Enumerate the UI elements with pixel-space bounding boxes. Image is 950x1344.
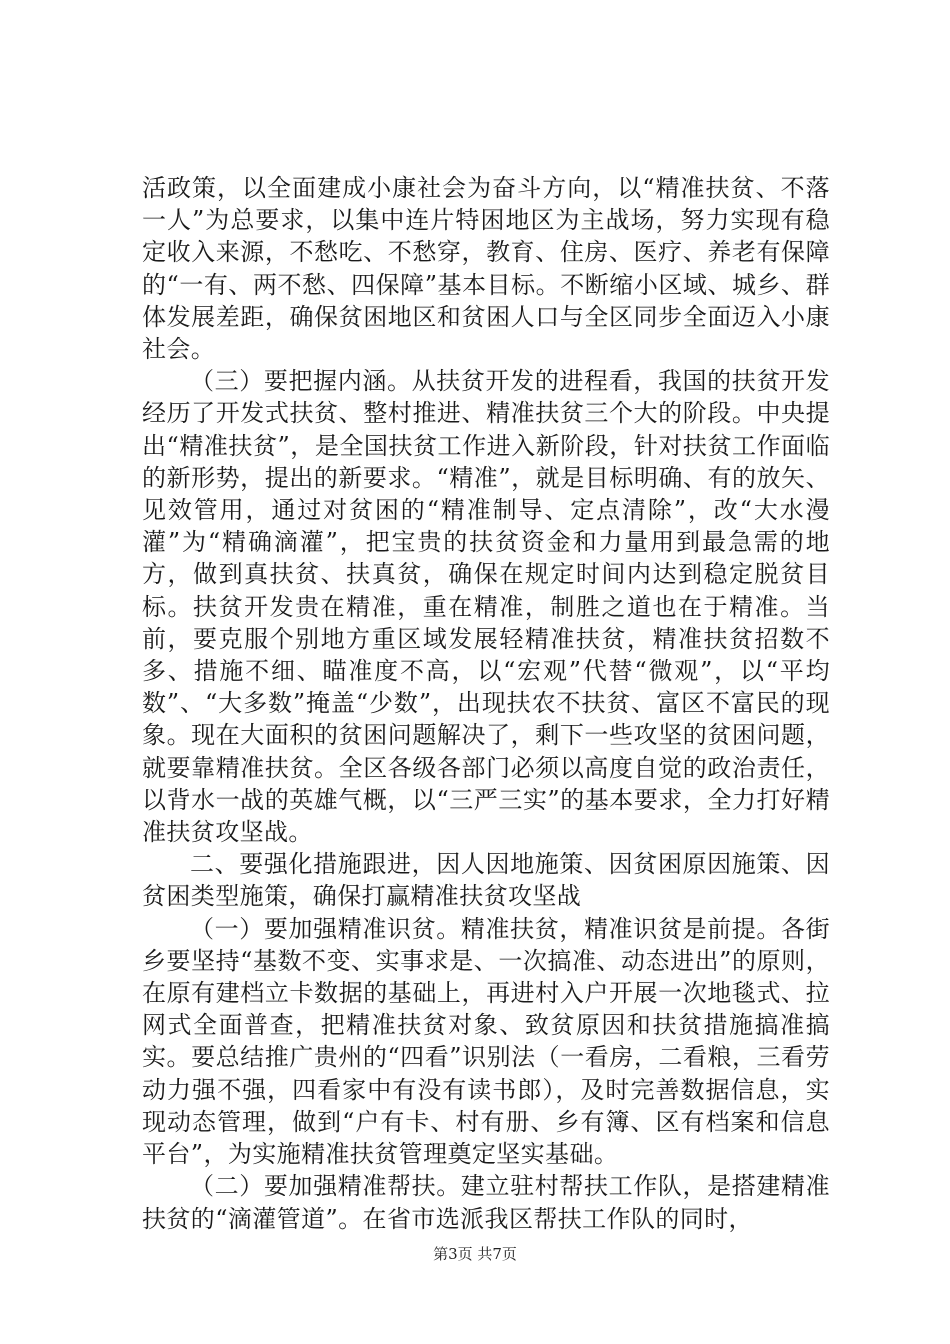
section-heading-two: 二、要强化措施跟进，因人因地施策、因贫困原因施策、因贫困类型施策，确保打赢精准扶贫攻坚战 <box>142 850 830 911</box>
paragraph-subsection-two: （二）要加强精准帮扶。建立驻村帮扶工作队，是搭建精准扶贫的“滴灌管道”。在省市选派我区帮扶工作队的同时， <box>142 1172 830 1233</box>
document-body <box>142 172 830 1235</box>
paragraph-section-three: （三）要把握内涵。从扶贫开发的进程看，我国的扶贫开发经历了开发式扶贫、整村推进、精准扶贫三个大的阶段。中央提出“精准扶贫”，是全国扶贫工作进入新阶段，针对扶贫工作面临的新形势，提出的新要求。“精准”，就是目标明确、有的放矢、见效管用，通过对贫困的“精准制导、定点清除”，改“大水漫灌”为“精确滴灌”，把宝贵的扶贫资金和力量用到最急需的地方，做到真扶贫、扶真贫，确保在规定时间内达到稳定脱贫目标。扶贫开发贵在精准，重在精准，制胜之道也在于精准。当前，要克服个别地方重区域发展轻精准扶贫，精准扶贫招数不多、措施不细、瞄准度不高，以“宏观”代替“微观”，以“平均数”、“大多数”掩盖“少数”，出现扶农不扶贫、富区不富民的现象。现在大面积的贫困问题解决了，剩下一些攻坚的贫困问题，就要靠精准扶贫。全区各级各部门必须以高度自觉的政治责任，以背水一战的英雄气概，以“三严三实”的基本要求，全力打好精准扶贫攻坚战。 <box>142 367 830 847</box>
page-footer: 第3页 共7页 <box>433 1245 517 1263</box>
paragraph-continuation: 活政策，以全面建成小康社会为奋斗方向，以“精准扶贫、不落一人”为总要求，以集中连片特困地区为主战场，努力实现有稳定收入来源，不愁吃、不愁穿，教育、住房、医疗、养老有保障的“一有、两不愁、四保障”基本目标。不断缩小区域、城乡、群体发展差距，确保贫困地区和贫困人口与全区同步全面迈入小康社会。 <box>142 174 830 364</box>
paragraph-subsection-one: （一）要加强精准识贫。精准扶贫，精准识贫是前提。各街乡要坚持“基数不变、实事求是、一次搞准、动态进出”的原则，在原有建档立卡数据的基础上，再进村入户开展一次地毯式、拉网式全面普查，把精准扶贫对象、致贫原因和扶贫措施搞准搞实。要总结推广贵州的“四看”识别法（一看房，二看粮，三看劳动力强不强，四看家中有没有读书郎），及时完善数据信息，实现动态管理，做到“户有卡、村有册、乡有簿、区有档案和信息平台”，为实施精准扶贫管理奠定坚实基础。 <box>142 914 830 1169</box>
